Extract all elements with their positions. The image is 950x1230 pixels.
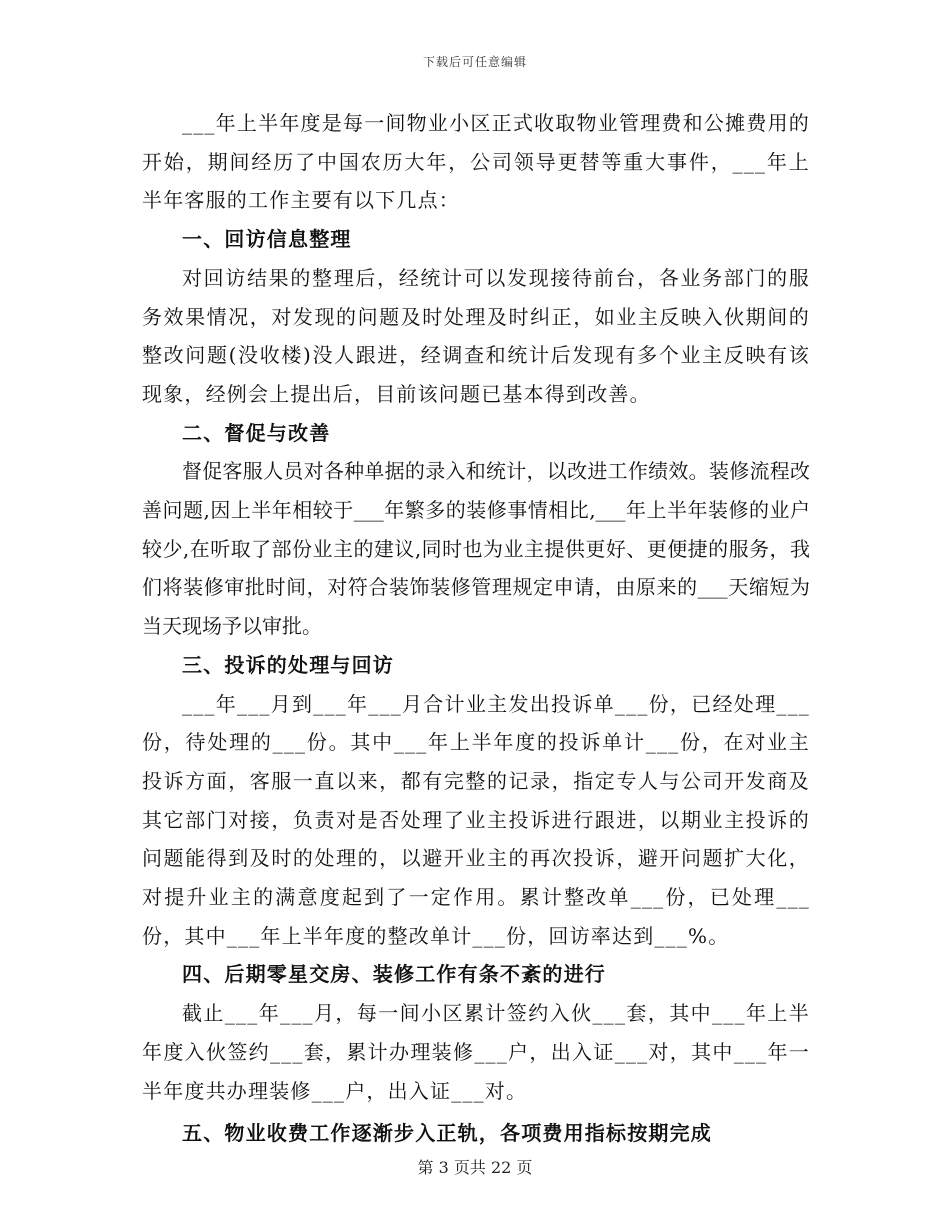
section-4-paragraph: 截止___年___月，每一间小区累计签约入伙___套，其中___年上半年度入伙签约___套，累计办理装修___户，出入证___对，其中___年一半年度共办理装修___户，出入证___对。 xyxy=(142,1001,810,1103)
intro-paragraph: ___年上半年度是每一间物业小区正式收取物业管理费和公摊费用的开始，期间经历了中国农历大年，公司领导更替等重大事件，___年上半年客服的工作主要有以下几点： xyxy=(142,111,810,213)
section-4-heading: 四、后期零星交房、装修工作有条不紊的进行 xyxy=(182,962,606,987)
section-2-heading: 二、督促与改善 xyxy=(182,420,331,445)
section-1-paragraph: 对回访结果的整理后，经统计可以发现接待前台，各业务部门的服务效果情况，对发现的问题及时处理及时纠正，如业主反映入伙期间的整改问题(没收楼)没人跟进，经调查和统计后发现有多个业主反映有该现象，经例会上提出后，目前该问题已基本得到改善。 xyxy=(142,265,810,406)
section-3-heading: 三、投诉的处理与回访 xyxy=(182,652,394,677)
page-header: 下载后可任意编辑 xyxy=(422,55,527,69)
section-1-heading: 一、回访信息整理 xyxy=(182,227,352,252)
section-2-paragraph: 督促客服人员对各种单据的录入和统计，以改进工作绩效。装修流程改善问题,因上半年相较于___年繁多的装修事情相比,___年上半年装修的业户较少,在听取了部份业主的建议,同时也为业主提供更好、更便捷的服务，我们将装修审批时间，对符合装饰装修管理规定申请，由原来的___天缩短为当天现场予以审批。 xyxy=(142,459,810,639)
section-5-heading: 五、物业收费工作逐渐步入正轨，各项费用指标按期完成 xyxy=(182,1121,712,1146)
document-body xyxy=(142,104,810,1153)
page-number: 第 3 页共 22 页 xyxy=(417,1158,533,1177)
section-3-paragraph: ___年___月到___年___月合计业主发出投诉单___份，已经处理___份，待处理的___份。其中___年上半年度的投诉单计___份，在对业主投诉方面，客服一直以来，都有完整的记录，指定专人与公司开发商及其它部门对接，负责对是否处理了业主投诉进行跟进，以期业主投诉的问题能得到及时的处理的，以避开业主的再次投诉，避开问题扩大化，对提升业主的满意度起到了一定作用。累计整改单___份，已处理___份，其中___年上半年度的整改单计___份，回访率达到___%。 xyxy=(142,691,810,948)
